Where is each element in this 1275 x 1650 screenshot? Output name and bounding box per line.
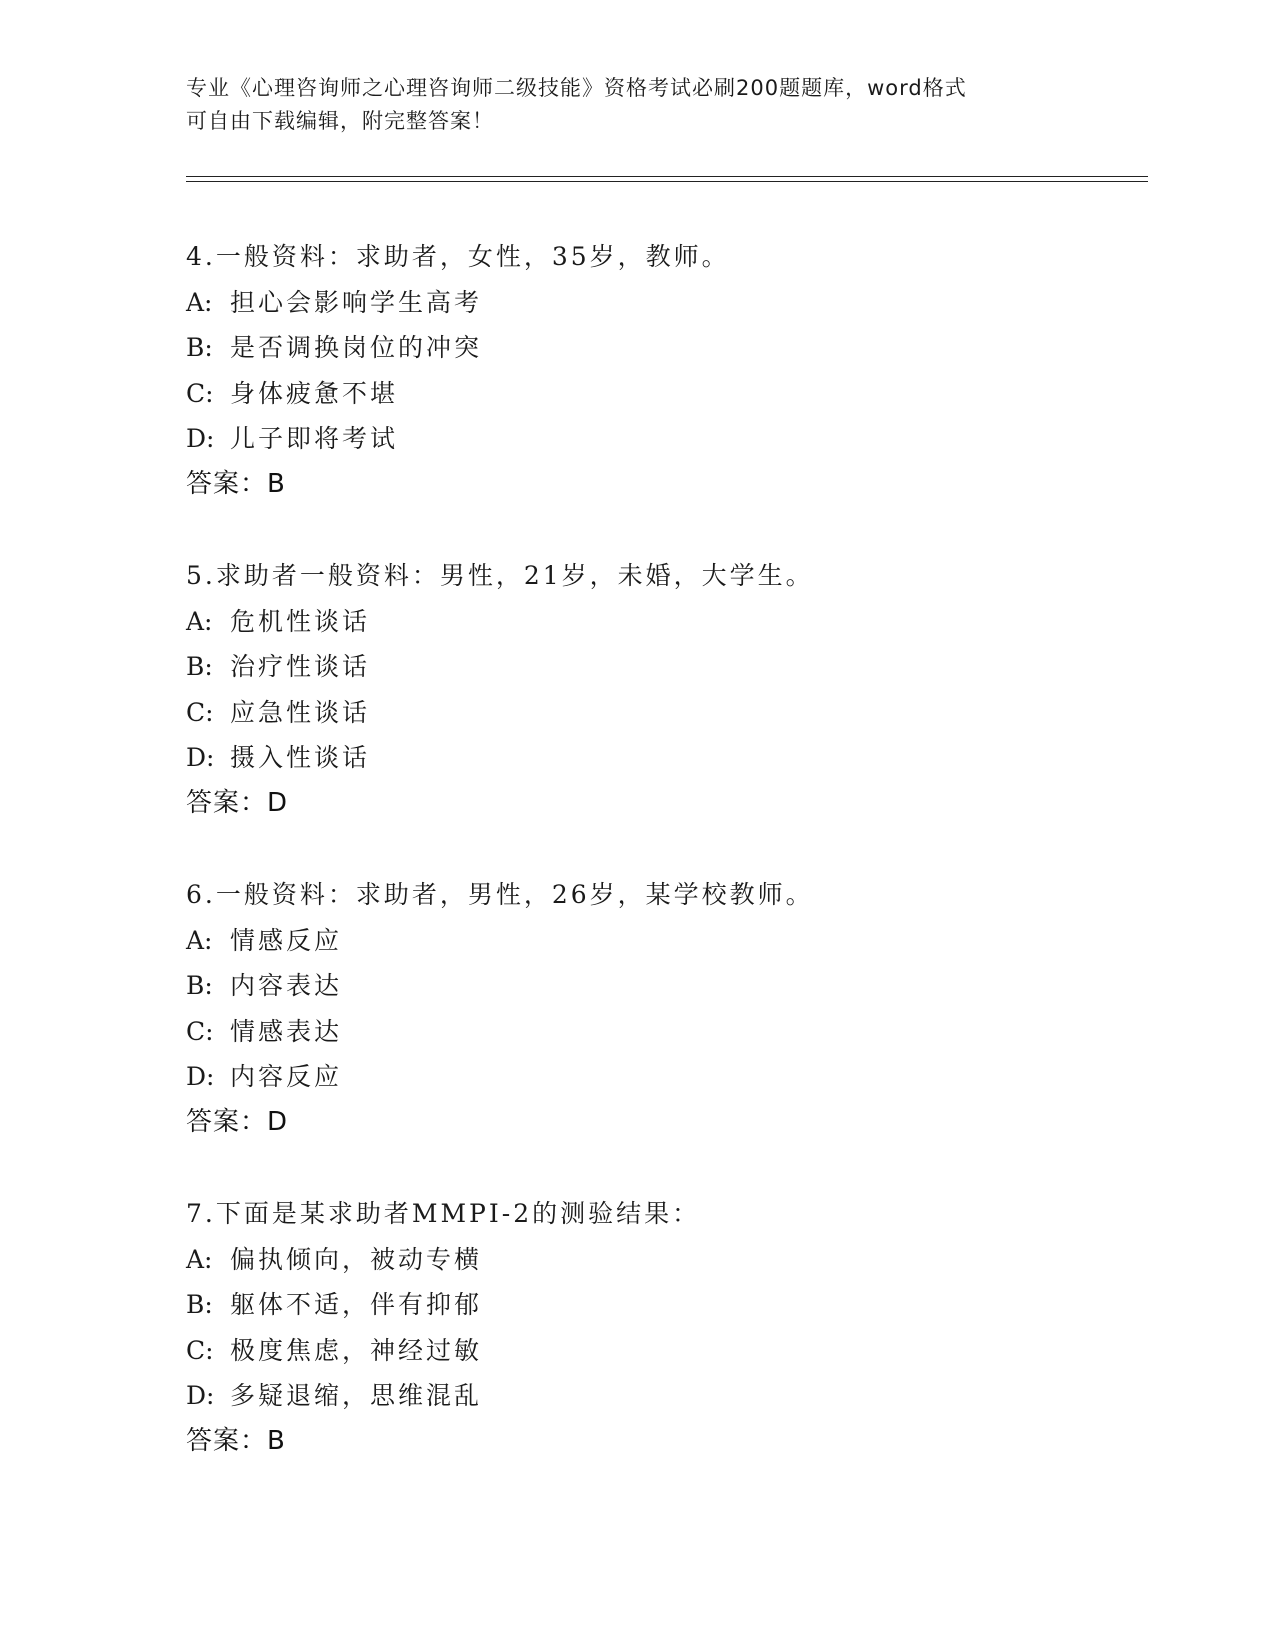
option-b (186, 325, 1136, 371)
option-text: 内容表达 (230, 971, 343, 1000)
option-d (186, 1054, 1136, 1100)
header-line-2: 可自由下载编辑，附完整答案！ (186, 109, 494, 133)
option-text: 治疗性谈话 (230, 652, 371, 681)
answer-line: 答案：D (186, 787, 289, 818)
option-letter: B: (186, 652, 213, 681)
question-6 (186, 872, 1136, 1145)
answer-line: 答案：B (186, 1425, 286, 1456)
option-letter: A: (186, 606, 213, 636)
option-text: 内容反应 (230, 1062, 343, 1091)
option-letter: B: (186, 1290, 213, 1319)
option-letter: B: (186, 333, 213, 362)
option-a (186, 918, 1136, 964)
option-text: 担心会影响学生高考 (230, 287, 483, 317)
question-5 (186, 553, 1136, 826)
option-b (186, 644, 1136, 690)
option-text: 情感反应 (230, 925, 343, 955)
option-letter: C: (186, 1335, 214, 1365)
answer-line: 答案：D (186, 1106, 289, 1137)
option-c (186, 371, 1136, 417)
option-a (186, 280, 1136, 326)
option-c (186, 1009, 1136, 1055)
question-list (186, 234, 1136, 1510)
header-line-1: 专业《心理咨询师之心理咨询师二级技能》资格考试必刷200题题库，word格式 (186, 76, 967, 100)
header-rule-bottom (186, 181, 1148, 182)
header-rule-top (186, 176, 1148, 177)
option-b (186, 1282, 1136, 1328)
option-b (186, 963, 1136, 1009)
option-c (186, 1328, 1136, 1374)
option-d (186, 416, 1136, 462)
option-letter: C: (186, 1016, 214, 1046)
option-text: 危机性谈话 (230, 606, 371, 636)
option-letter: C: (186, 378, 214, 408)
option-d (186, 735, 1136, 781)
option-letter: A: (186, 287, 213, 317)
option-letter: A: (186, 1244, 213, 1274)
option-letter: D: (186, 424, 215, 453)
option-text: 情感表达 (230, 1016, 343, 1046)
option-a (186, 599, 1136, 645)
option-text: 儿子即将考试 (230, 424, 399, 453)
question-stem: 7.下面是某求助者MMPI-2的测验结果： (186, 1199, 701, 1228)
option-letter: D: (186, 1062, 215, 1091)
question-stem: 6.一般资料：求助者，男性，26岁，某学校教师。 (186, 880, 814, 909)
option-text: 躯体不适，伴有抑郁 (230, 1290, 483, 1319)
answer-line: 答案：B (186, 468, 286, 499)
question-stem: 5.求助者一般资料：男性，21岁，未婚，大学生。 (186, 561, 814, 590)
option-letter: B: (186, 971, 213, 1000)
option-letter: D: (186, 743, 215, 772)
option-text: 偏执倾向，被动专横 (230, 1244, 483, 1274)
question-7 (186, 1191, 1136, 1464)
option-letter: C: (186, 697, 214, 727)
option-text: 应急性谈话 (230, 697, 371, 727)
question-4 (186, 234, 1136, 507)
option-text: 是否调换岗位的冲突 (230, 333, 483, 362)
option-a (186, 1237, 1136, 1283)
option-d (186, 1373, 1136, 1419)
option-text: 身体疲惫不堪 (230, 378, 399, 408)
option-text: 极度焦虑，神经过敏 (230, 1335, 483, 1365)
option-letter: A: (186, 925, 213, 955)
option-c (186, 690, 1136, 736)
question-stem: 4.一般资料：求助者，女性，35岁，教师。 (186, 242, 730, 271)
option-text: 摄入性谈话 (230, 743, 371, 772)
option-letter: D: (186, 1381, 215, 1410)
option-text: 多疑退缩，思维混乱 (230, 1381, 483, 1410)
document-header (186, 72, 1066, 138)
